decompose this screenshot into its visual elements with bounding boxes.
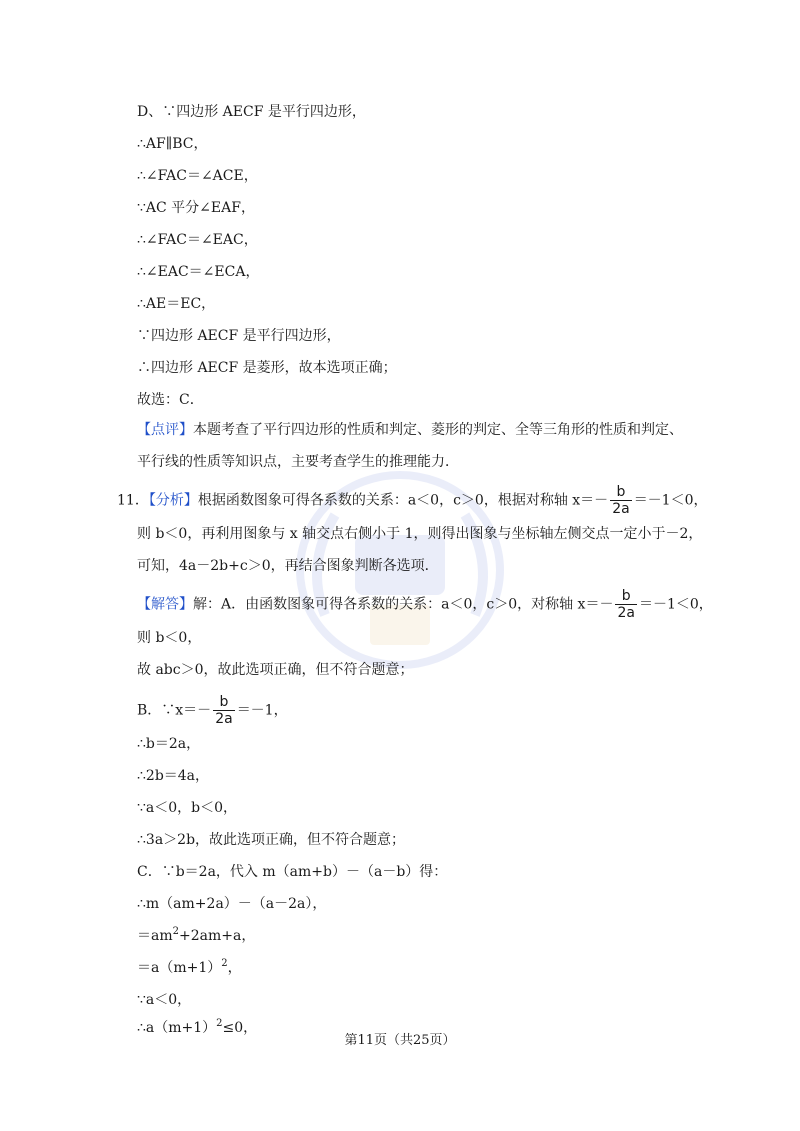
analysis-text: ＝－1＜0， [633, 492, 708, 509]
fraction [610, 484, 632, 517]
text-line: 可知，4a－2b+c＞0，再结合图象判断各选项． [137, 558, 439, 574]
solution-text: ＝－1＜0， [638, 596, 713, 613]
text-line: ∴四边形 AECF 是菱形，故本选项正确； [137, 360, 397, 376]
text-line: ∴AE＝EC， [137, 296, 216, 312]
text-line: ∴∠EAC＝∠ECA， [137, 264, 260, 280]
math-text: ， [227, 960, 242, 976]
text-line: 则 b＜0，再利用图象与 x 轴交点右侧小于 1，则得出图象与坐标轴左侧交点一定小于－2， [137, 526, 703, 542]
fraction [213, 694, 235, 727]
math-line [137, 958, 242, 978]
review-line-2: 平行线的性质等知识点，主要考查学生的推理能力． [137, 454, 459, 470]
fraction-denominator: 2a [215, 711, 233, 727]
text-line: ∵a＜0，b＜0， [137, 800, 238, 816]
text-line: ∴2b＝4a， [137, 768, 210, 784]
text-line: ∴3a＞2b，故此选项正确，但不符合题意； [137, 832, 406, 848]
fraction-numerator: b [616, 484, 626, 500]
text-line: ∴m（am+2a）－（a－2a）， [137, 896, 327, 912]
fraction-numerator: b [219, 694, 229, 710]
review-line [137, 420, 683, 440]
analysis-tag: 【分析】 [148, 492, 198, 509]
text-line: ∴AF∥BC， [137, 136, 208, 152]
fraction [615, 588, 637, 621]
review-tag: 【点评】 [137, 422, 193, 438]
text-line: ∵a＜0， [137, 992, 192, 1008]
text-line: ∴∠FAC＝∠ACE， [137, 168, 258, 184]
solution-line [137, 588, 713, 621]
superscript: 2 [172, 926, 179, 937]
page-footer: 第11页（共25页） [344, 1033, 456, 1048]
fraction-denominator: 2a [617, 605, 635, 621]
text-line: ∴b＝2a， [137, 736, 201, 752]
math-text: +2am+a， [179, 928, 256, 944]
math-text: ＝am [137, 928, 173, 944]
math-line [137, 926, 255, 946]
option-b-text: ＝－1， [236, 702, 288, 719]
superscript: 2 [221, 958, 228, 969]
math-text: ≤0， [222, 1020, 258, 1036]
text-line: ∴∠FAC＝∠EAC， [137, 232, 258, 248]
fraction-denominator: 2a [612, 501, 630, 517]
solution-text: 解：A．由函数图象可得各系数的关系：a＜0，c＞0，对称轴 x＝－ [193, 596, 614, 613]
solution-tag: 【解答】 [137, 596, 193, 613]
question-number: 11． [117, 492, 149, 509]
review-text: 本题考查了平行四边形的性质和判定、菱形的判定、全等三角形的性质和判定、 [193, 422, 683, 438]
option-b-text: B．∵x＝－ [137, 702, 212, 719]
math-text: ＝a（m+1） [137, 960, 222, 976]
text-line: 则 b＜0， [137, 630, 202, 646]
text-line: 故 abc＞0，故此选项正确，但不符合题意； [137, 662, 414, 678]
text-line: C．∵b＝2a，代入 m（am+b）－（a－b）得： [137, 864, 448, 880]
text-line: ∵四边形 AECF 是平行四边形， [137, 328, 341, 344]
text-line: D、∵四边形 AECF 是平行四边形， [137, 104, 366, 120]
text-line: 故选：C． [137, 392, 204, 408]
question-11-analysis [117, 484, 708, 517]
option-b-line [137, 694, 288, 727]
fraction-numerator: b [621, 588, 631, 604]
text-line: ∵AC 平分∠EAF， [137, 200, 255, 216]
superscript: 2 [216, 1018, 223, 1029]
math-text: ∴a（m+1） [137, 1020, 217, 1036]
analysis-text: 根据函数图象可得各系数的关系：a＜0，c＞0，根据对称轴 x＝－ [197, 492, 609, 509]
